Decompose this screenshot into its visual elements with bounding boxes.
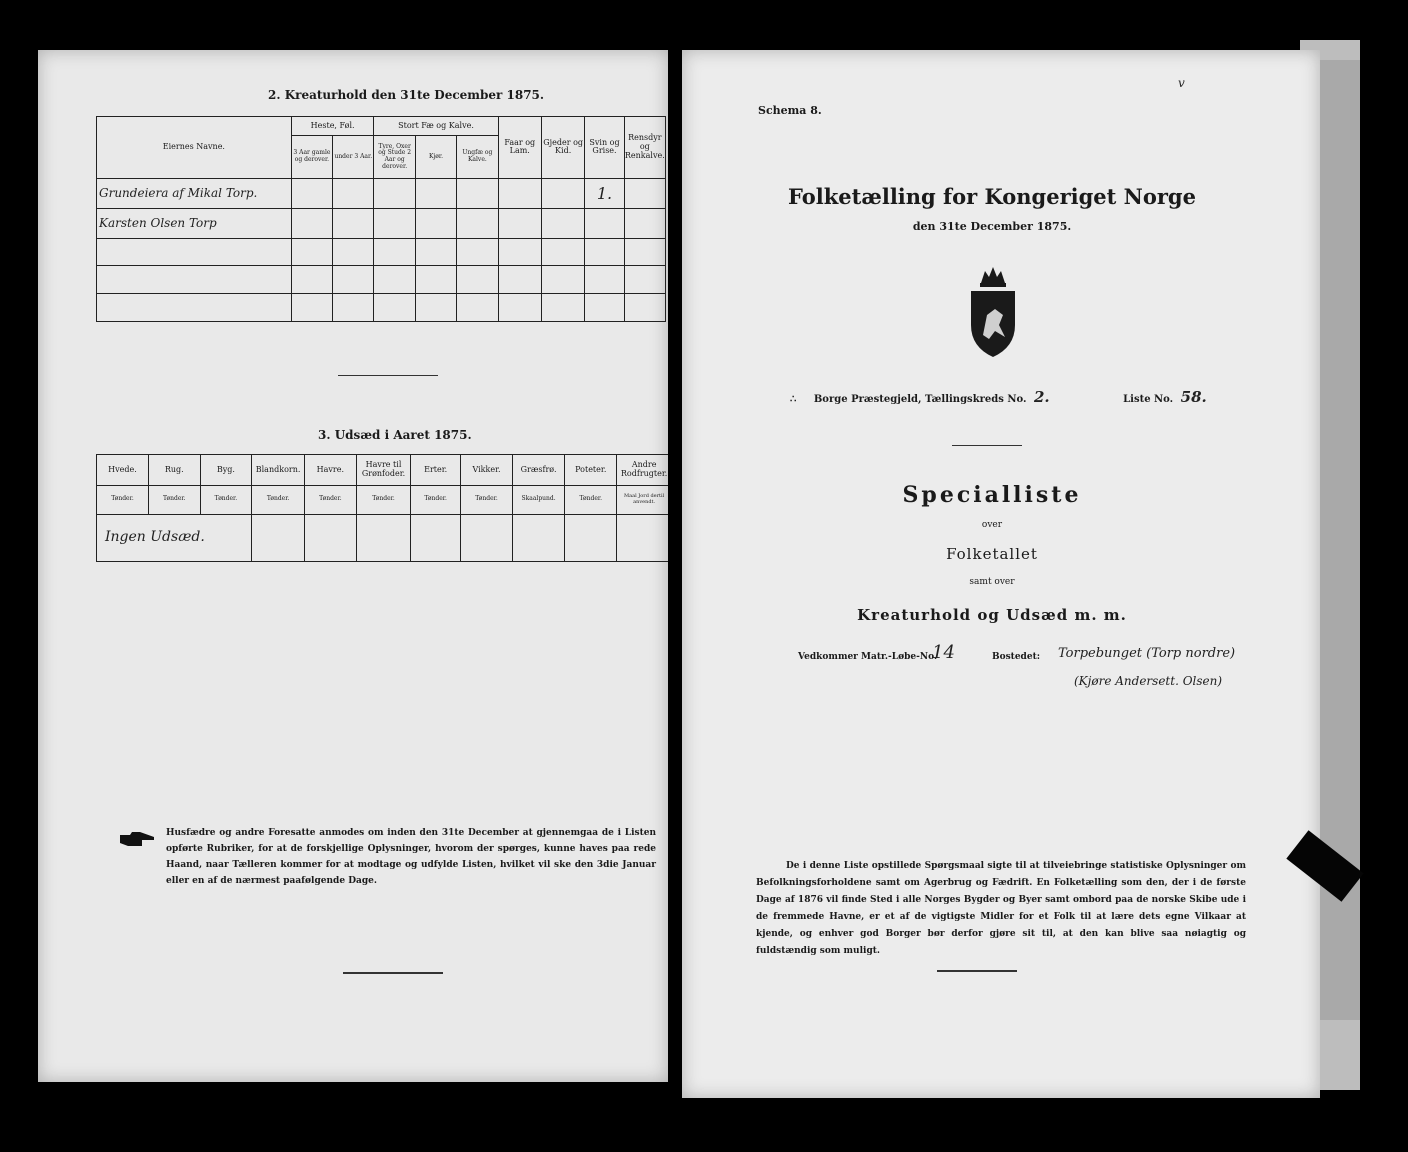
unit-vikker: Tønder. <box>461 485 513 514</box>
table-row <box>97 514 669 561</box>
header-owner: Eiernes Navne. <box>97 117 292 179</box>
specialliste-heading: Specialliste <box>902 482 1082 508</box>
matr-value: 14 <box>932 642 955 663</box>
corner-mark: v <box>1178 76 1185 90</box>
divider <box>952 445 1022 446</box>
section3-title: 3. Udsæd i Aaret 1875. <box>318 428 472 442</box>
unit-byg: Tønder. <box>200 485 252 514</box>
header-gjeder: Gjeder og Kid. <box>541 117 584 179</box>
unit-havre-groen: Tønder. <box>356 485 411 514</box>
matr-label: Vedkommer Matr.-Løbe-No. <box>798 652 938 662</box>
pointing-hand-icon <box>118 830 156 852</box>
location-line <box>790 388 1250 406</box>
seed-entry: Ingen Udsæd. <box>97 514 252 561</box>
col-havre: Havre. <box>304 455 356 486</box>
header-faar: Faar og Lam. <box>498 117 541 179</box>
divider <box>937 970 1017 972</box>
col-erter: Erter. <box>411 455 461 486</box>
col-havre-groen: Havre til Grønfoder. <box>356 455 411 486</box>
list-value: 58. <box>1180 388 1207 406</box>
owner-cell: Grundeiera af Mikal Torp. <box>97 178 292 208</box>
header-rensdyr: Rensdyr og Renkalve. <box>624 117 665 179</box>
header-stort-sub2: Kjør. <box>415 136 456 179</box>
unit-hvede: Tønder. <box>97 485 149 514</box>
header-heste: Heste, Føl. <box>291 117 374 136</box>
col-graesfroe: Græsfrø. <box>512 455 564 486</box>
main-title: Folketælling for Kongeriget Norge <box>788 184 1196 209</box>
location-prefix-mark: ∴ <box>790 394 797 405</box>
owner-cell: Karsten Olsen Torp <box>97 208 292 238</box>
col-poteter: Poteter. <box>565 455 617 486</box>
col-byg: Byg. <box>200 455 252 486</box>
bosted-label: Bostedet: <box>992 652 1041 662</box>
parish-name: Borge <box>813 394 848 405</box>
kreaturhold-heading: Kreaturhold og Udsæd m. m. <box>857 606 1127 624</box>
col-vikker: Vikker. <box>461 455 513 486</box>
header-stort: Stort Fæ og Kalve. <box>374 117 498 136</box>
bosted-value-2: (Kjøre Andersett. Olsen) <box>1074 674 1223 688</box>
unit-andre: Maal Jord dertil anvendt. <box>617 485 668 514</box>
district-label: Tællingskreds No. <box>924 394 1027 405</box>
header-stort-sub3: Ungfæ og Kalve. <box>457 136 498 179</box>
notice-text: Husfædre og andre Foresatte anmodes om inden den 31te December at gjennemgaa de i Listen opførte Rubriker, for at de forskjellige Oplysninger, hvorom der spørges, kunne haves paa rede Haand, naar Tælleren kommer for at modtage og udfylde Listen, hvilket vil ske den 3die Januar eller en af de nærmest paafølgende Dage. <box>166 828 656 886</box>
unit-rug: Tønder. <box>148 485 200 514</box>
seed-table <box>96 454 668 562</box>
bosted-value-1: Torpebunget (Torp nordre) <box>1058 646 1236 661</box>
district-value: 2. <box>1033 388 1050 406</box>
right-page <box>682 50 1320 1098</box>
header-heste-sub1: 3 Aar gamle og derover. <box>291 136 332 179</box>
folketallet-heading: Folketallet <box>946 545 1038 563</box>
col-andre: Andre Rodfrugter. <box>617 455 668 486</box>
samt-over-label: samt over <box>969 577 1015 587</box>
left-page <box>38 50 668 1082</box>
col-rug: Rug. <box>148 455 200 486</box>
unit-erter: Tønder. <box>411 485 461 514</box>
header-svin: Svin og Grise. <box>585 117 624 179</box>
unit-blandkorn: Tønder. <box>252 485 305 514</box>
parish-label: Præstegjeld, <box>851 394 922 405</box>
col-hvede: Hvede. <box>97 455 149 486</box>
table-row <box>97 178 666 208</box>
livestock-table <box>96 116 666 322</box>
unit-havre: Tønder. <box>304 485 356 514</box>
table-row <box>97 208 666 238</box>
schema-label: Schema 8. <box>758 104 822 117</box>
svin-cell: 1. <box>585 178 624 208</box>
header-heste-sub2: under 3 Aar. <box>333 136 374 179</box>
section2-title: 2. Kreaturhold den 31te December 1875. <box>268 88 545 102</box>
divider <box>338 375 438 376</box>
census-date: den 31te December 1875. <box>912 220 1072 233</box>
col-blandkorn: Blandkorn. <box>252 455 305 486</box>
list-label: Liste No. <box>1123 394 1174 405</box>
unit-graesfroe: Skaalpund. <box>512 485 564 514</box>
header-stort-sub1: Tyre, Oxer og Stude 2 Aar og derover. <box>374 136 415 179</box>
footer-text: De i denne Liste opstillede Spørgsmaal sigte til at tilveiebringe statistiske Oplysninger om Befolkningsforholdene samt om Agerbrug og Fædrift. En Folketælling som den, der i de første Dage af 1876 vil finde Sted i alle Norges Bygder og Byer samt ombord paa de norske Skibe ude i de fremmede Havne, er et af de vigtigste Midler for et Folk til at lære dets egne Vilkaar at kjende, og enhver god Borger bør derfor gjøre sit til, at den kan blive saa nøiagtig og fuldstændig som muligt. <box>756 861 1246 956</box>
coat-of-arms-icon <box>965 265 1021 363</box>
over-label: over <box>981 520 1003 530</box>
divider <box>343 972 443 974</box>
unit-poteter: Tønder. <box>565 485 617 514</box>
